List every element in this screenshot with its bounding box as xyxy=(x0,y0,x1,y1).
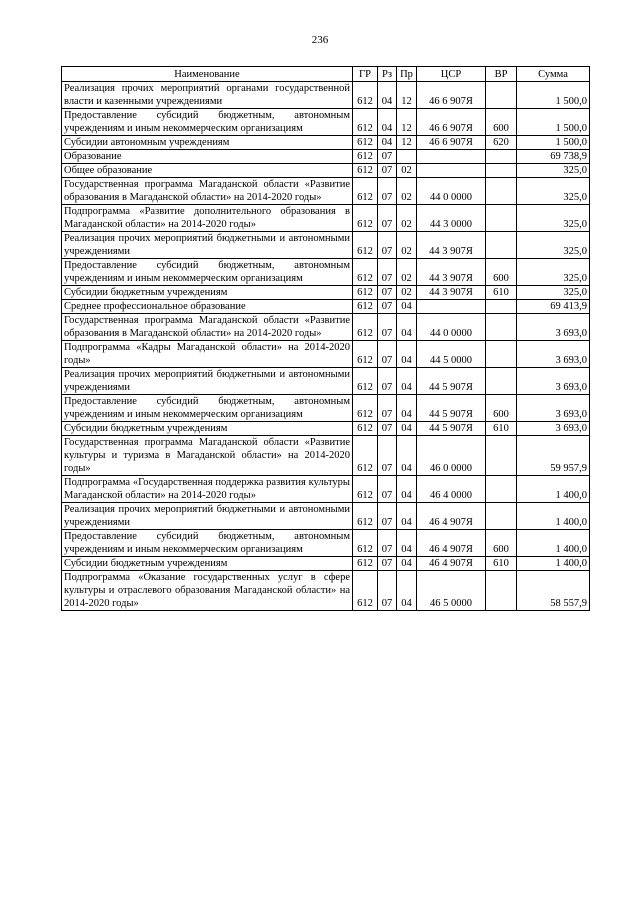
cell-sum: 3 693,0 xyxy=(517,395,590,422)
cell-sum: 1 400,0 xyxy=(517,476,590,503)
cell-name: Образование xyxy=(62,150,353,164)
cell-csr: 46 6 907Я xyxy=(417,82,486,109)
cell-csr: 44 5 907Я xyxy=(417,422,486,436)
cell-csr: 46 4 907Я xyxy=(417,530,486,557)
cell-gr: 612 xyxy=(353,341,378,368)
cell-gr: 612 xyxy=(353,300,378,314)
cell-rz: 07 xyxy=(378,503,397,530)
cell-sum: 69 413,9 xyxy=(517,300,590,314)
table-row xyxy=(62,150,590,164)
table-row xyxy=(62,341,590,368)
cell-pr: 04 xyxy=(397,300,417,314)
cell-csr: 46 4 0000 xyxy=(417,476,486,503)
page-number: 236 xyxy=(311,34,329,46)
column-header-sum: Сумма xyxy=(517,67,590,82)
cell-pr xyxy=(397,150,417,164)
cell-gr: 612 xyxy=(353,530,378,557)
cell-name: Субсидии бюджетным учреждениям xyxy=(62,286,353,300)
cell-rz: 07 xyxy=(378,150,397,164)
cell-vr xyxy=(486,314,517,341)
table-row xyxy=(62,82,590,109)
table-row xyxy=(62,259,590,286)
cell-csr: 44 5 907Я xyxy=(417,368,486,395)
cell-name: Реализация прочих мероприятий органами государственной власти и казенными учреждениями xyxy=(62,82,353,109)
cell-pr: 02 xyxy=(397,164,417,178)
cell-vr: 610 xyxy=(486,422,517,436)
cell-gr: 612 xyxy=(353,571,378,611)
cell-name: Субсидии бюджетным учреждениям xyxy=(62,557,353,571)
cell-csr xyxy=(417,164,486,178)
cell-name: Среднее профессиональное образование xyxy=(62,300,353,314)
cell-gr: 612 xyxy=(353,164,378,178)
cell-pr: 04 xyxy=(397,571,417,611)
cell-vr xyxy=(486,300,517,314)
cell-gr: 612 xyxy=(353,557,378,571)
cell-gr: 612 xyxy=(353,286,378,300)
cell-sum: 325,0 xyxy=(517,286,590,300)
cell-vr xyxy=(486,232,517,259)
cell-csr: 44 3 907Я xyxy=(417,232,486,259)
cell-csr xyxy=(417,150,486,164)
cell-vr: 620 xyxy=(486,136,517,150)
cell-csr: 46 4 907Я xyxy=(417,557,486,571)
cell-name: Реализация прочих мероприятий бюджетными и автономными учреждениями xyxy=(62,368,353,395)
cell-pr: 02 xyxy=(397,205,417,232)
cell-name: Субсидии автономным учреждениям xyxy=(62,136,353,150)
cell-vr: 600 xyxy=(486,395,517,422)
table-row xyxy=(62,476,590,503)
table-row xyxy=(62,436,590,476)
cell-rz: 07 xyxy=(378,300,397,314)
cell-gr: 612 xyxy=(353,232,378,259)
cell-rz: 07 xyxy=(378,422,397,436)
cell-gr: 612 xyxy=(353,314,378,341)
cell-rz: 04 xyxy=(378,136,397,150)
cell-csr: 46 4 907Я xyxy=(417,503,486,530)
table-row xyxy=(62,557,590,571)
cell-pr: 04 xyxy=(397,422,417,436)
cell-sum: 1 400,0 xyxy=(517,557,590,571)
cell-pr: 04 xyxy=(397,368,417,395)
cell-sum: 325,0 xyxy=(517,232,590,259)
cell-vr: 610 xyxy=(486,557,517,571)
cell-gr: 612 xyxy=(353,178,378,205)
cell-pr: 12 xyxy=(397,109,417,136)
table-header-row xyxy=(62,67,590,82)
cell-pr: 02 xyxy=(397,178,417,205)
cell-pr: 04 xyxy=(397,476,417,503)
cell-rz: 04 xyxy=(378,82,397,109)
cell-pr: 02 xyxy=(397,286,417,300)
cell-gr: 612 xyxy=(353,395,378,422)
cell-sum: 58 557,9 xyxy=(517,571,590,611)
cell-name: Реализация прочих мероприятий бюджетными и автономными учреждениями xyxy=(62,503,353,530)
table-row xyxy=(62,232,590,259)
cell-csr: 44 3 0000 xyxy=(417,205,486,232)
cell-pr: 04 xyxy=(397,503,417,530)
cell-gr: 612 xyxy=(353,150,378,164)
cell-vr xyxy=(486,571,517,611)
cell-sum: 325,0 xyxy=(517,259,590,286)
cell-rz: 07 xyxy=(378,436,397,476)
cell-gr: 612 xyxy=(353,476,378,503)
cell-sum: 59 957,9 xyxy=(517,436,590,476)
cell-name: Государственная программа Магаданской области «Развитие культуры и туризма в Магаданской области» на 2014-2020 годы» xyxy=(62,436,353,476)
cell-csr: 46 5 0000 xyxy=(417,571,486,611)
table-row xyxy=(62,300,590,314)
cell-rz: 07 xyxy=(378,476,397,503)
cell-vr xyxy=(486,178,517,205)
cell-rz: 07 xyxy=(378,232,397,259)
table-row xyxy=(62,530,590,557)
cell-gr: 612 xyxy=(353,503,378,530)
cell-pr: 12 xyxy=(397,136,417,150)
cell-pr: 04 xyxy=(397,341,417,368)
cell-sum: 3 693,0 xyxy=(517,314,590,341)
cell-rz: 07 xyxy=(378,205,397,232)
table-row xyxy=(62,368,590,395)
cell-name: Реализация прочих мероприятий бюджетными и автономными учреждениями xyxy=(62,232,353,259)
cell-name: Предоставление субсидий бюджетным, автономным учреждениям и иным некоммерческим организациям xyxy=(62,530,353,557)
cell-rz: 04 xyxy=(378,109,397,136)
cell-name: Предоставление субсидий бюджетным, автономным учреждениям и иным некоммерческим организациям xyxy=(62,259,353,286)
cell-csr: 46 6 907Я xyxy=(417,109,486,136)
cell-gr: 612 xyxy=(353,436,378,476)
cell-csr: 44 5 907Я xyxy=(417,395,486,422)
cell-pr: 04 xyxy=(397,557,417,571)
cell-vr xyxy=(486,341,517,368)
cell-rz: 07 xyxy=(378,395,397,422)
table-row xyxy=(62,503,590,530)
cell-gr: 612 xyxy=(353,422,378,436)
cell-name: Общее образование xyxy=(62,164,353,178)
cell-csr: 44 3 907Я xyxy=(417,259,486,286)
cell-csr: 44 0 0000 xyxy=(417,314,486,341)
column-header-rz: Рз xyxy=(378,67,397,82)
cell-sum: 3 693,0 xyxy=(517,341,590,368)
cell-vr: 600 xyxy=(486,530,517,557)
cell-pr: 04 xyxy=(397,314,417,341)
cell-csr: 44 5 0000 xyxy=(417,341,486,368)
table-row xyxy=(62,164,590,178)
cell-gr: 612 xyxy=(353,136,378,150)
cell-sum: 325,0 xyxy=(517,178,590,205)
cell-pr: 02 xyxy=(397,232,417,259)
cell-vr: 600 xyxy=(486,259,517,286)
column-header-gr: ГР xyxy=(353,67,378,82)
cell-vr xyxy=(486,368,517,395)
column-header-name: Наименование xyxy=(62,67,353,82)
cell-gr: 612 xyxy=(353,82,378,109)
cell-name: Государственная программа Магаданской области «Развитие образования в Магаданской области» на 2014-2020 годы» xyxy=(62,314,353,341)
budget-table xyxy=(61,66,590,611)
cell-vr xyxy=(486,476,517,503)
cell-csr: 46 0 0000 xyxy=(417,436,486,476)
table-row xyxy=(62,395,590,422)
table-row xyxy=(62,286,590,300)
cell-sum: 3 693,0 xyxy=(517,422,590,436)
table-row xyxy=(62,109,590,136)
cell-pr: 04 xyxy=(397,436,417,476)
cell-vr: 610 xyxy=(486,286,517,300)
cell-pr: 04 xyxy=(397,395,417,422)
cell-vr: 600 xyxy=(486,109,517,136)
cell-rz: 07 xyxy=(378,286,397,300)
cell-name: Подпрограмма «Оказание государственных услуг в сфере культуры и отраслевого образования Магаданской области» на 2014-2020 годы» xyxy=(62,571,353,611)
cell-csr: 44 0 0000 xyxy=(417,178,486,205)
cell-vr xyxy=(486,150,517,164)
cell-csr xyxy=(417,300,486,314)
cell-rz: 07 xyxy=(378,368,397,395)
cell-rz: 07 xyxy=(378,178,397,205)
cell-csr: 44 3 907Я xyxy=(417,286,486,300)
cell-sum: 1 500,0 xyxy=(517,109,590,136)
cell-csr: 46 6 907Я xyxy=(417,136,486,150)
table-row xyxy=(62,422,590,436)
cell-vr xyxy=(486,82,517,109)
cell-rz: 07 xyxy=(378,530,397,557)
cell-vr xyxy=(486,205,517,232)
cell-name: Предоставление субсидий бюджетным, автономным учреждениям и иным некоммерческим организациям xyxy=(62,395,353,422)
cell-sum: 3 693,0 xyxy=(517,368,590,395)
cell-vr xyxy=(486,503,517,530)
cell-name: Предоставление субсидий бюджетным, автономным учреждениям и иным некоммерческим организациям xyxy=(62,109,353,136)
cell-sum: 1 400,0 xyxy=(517,530,590,557)
table-row xyxy=(62,314,590,341)
table-row xyxy=(62,571,590,611)
cell-gr: 612 xyxy=(353,109,378,136)
cell-rz: 07 xyxy=(378,314,397,341)
cell-rz: 07 xyxy=(378,557,397,571)
cell-gr: 612 xyxy=(353,368,378,395)
cell-pr: 04 xyxy=(397,530,417,557)
cell-rz: 07 xyxy=(378,571,397,611)
table-row xyxy=(62,136,590,150)
table-body xyxy=(62,82,590,611)
cell-sum: 1 500,0 xyxy=(517,82,590,109)
cell-rz: 07 xyxy=(378,259,397,286)
cell-vr xyxy=(486,436,517,476)
cell-gr: 612 xyxy=(353,205,378,232)
cell-pr: 02 xyxy=(397,259,417,286)
cell-vr xyxy=(486,164,517,178)
cell-pr: 12 xyxy=(397,82,417,109)
cell-sum: 325,0 xyxy=(517,164,590,178)
column-header-vr: ВР xyxy=(486,67,517,82)
cell-gr: 612 xyxy=(353,259,378,286)
table-row xyxy=(62,205,590,232)
cell-name: Субсидии бюджетным учреждениям xyxy=(62,422,353,436)
cell-sum: 69 738,9 xyxy=(517,150,590,164)
cell-name: Подпрограмма «Государственная поддержка развития культуры Магаданской области» на 2014-2020 годы» xyxy=(62,476,353,503)
cell-rz: 07 xyxy=(378,341,397,368)
cell-sum: 325,0 xyxy=(517,205,590,232)
cell-name: Подпрограмма «Кадры Магаданской области» на 2014-2020 годы» xyxy=(62,341,353,368)
cell-rz: 07 xyxy=(378,164,397,178)
cell-sum: 1 500,0 xyxy=(517,136,590,150)
cell-name: Подпрограмма «Развитие дополнительного образования в Магаданской области» на 2014-2020 годы» xyxy=(62,205,353,232)
cell-name: Государственная программа Магаданской области «Развитие образования в Магаданской области» на 2014-2020 годы» xyxy=(62,178,353,205)
column-header-csr: ЦСР xyxy=(417,67,486,82)
cell-sum: 1 400,0 xyxy=(517,503,590,530)
column-header-pr: Пр xyxy=(397,67,417,82)
table-row xyxy=(62,178,590,205)
